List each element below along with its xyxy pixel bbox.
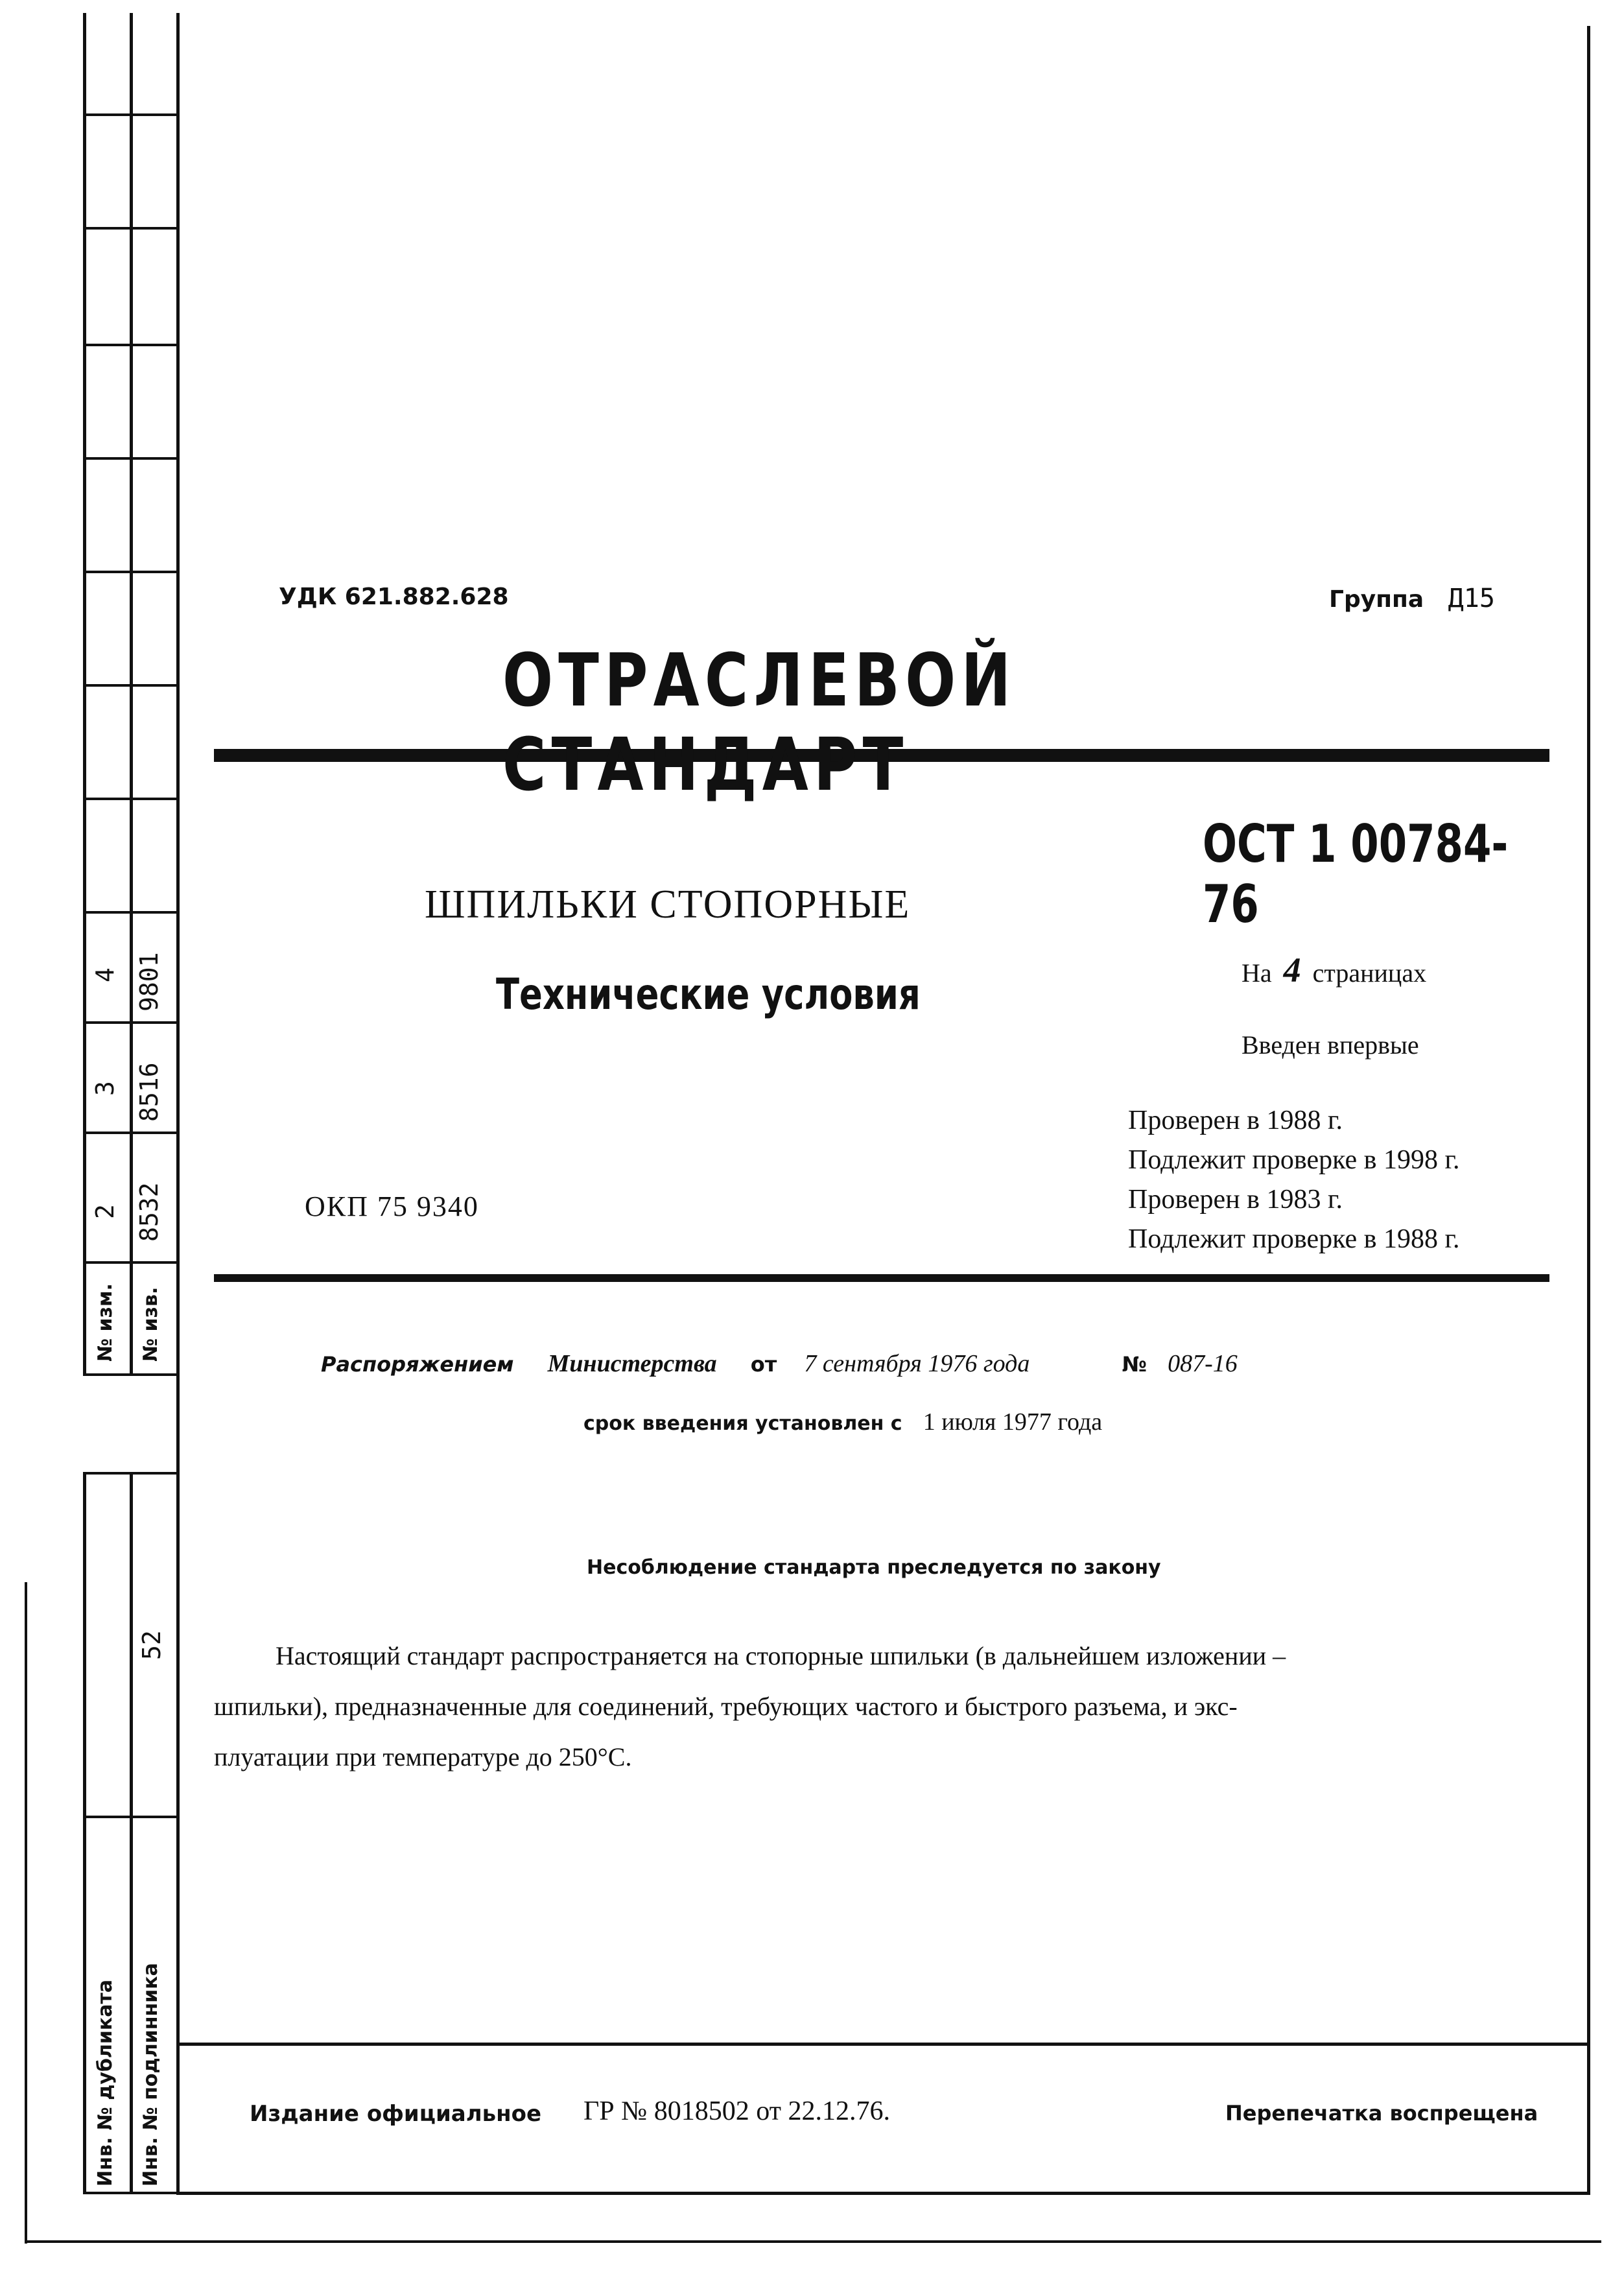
side-grid-h12 <box>83 1373 178 1376</box>
official-edition: Издание официальное <box>250 2101 542 2127</box>
footer-top-rule <box>176 2043 1590 2046</box>
side-lower-line-b <box>130 1472 133 2194</box>
original-inventory-value: 52 <box>137 1630 166 1660</box>
term-date: 1 июля 1977 года <box>923 1408 1103 1436</box>
registration-number: ГР № 8018502 от 22.12.76. <box>583 2096 891 2126</box>
change-number-4: 4 <box>91 967 119 982</box>
standard-name: ШПИЛЬКИ СТОПОРНЫЕ <box>425 883 911 927</box>
document-title: ОТРАСЛЕВОЙ СТАНДАРТ <box>502 639 1017 807</box>
reprint-notice: Перепечатка воспрещена <box>1225 2101 1538 2126</box>
side-grid-h11 <box>83 1261 178 1264</box>
notice-number-9801: 9801 <box>135 952 163 1012</box>
group-label: Группа <box>1329 586 1424 613</box>
original-inventory-label: Инв. № подлинника <box>139 1963 162 2186</box>
middle-rule <box>214 1274 1549 1282</box>
side-grid-h3 <box>83 344 178 346</box>
pages-prefix: На <box>1242 958 1272 988</box>
legal-warning: Несоблюдение стандарта преследуется по закону <box>587 1556 1161 1579</box>
pages-count: 4 <box>1283 951 1301 989</box>
change-number-2: 2 <box>91 1204 119 1219</box>
side-lower-line-a <box>83 1472 86 2194</box>
group-value: Д15 <box>1448 584 1495 613</box>
order-label: Распоряжением <box>321 1352 514 1377</box>
side-grid-h9 <box>83 1021 178 1024</box>
okp-code: ОКП 75 9340 <box>305 1191 479 1222</box>
frame-left-inner-line <box>176 13 180 2192</box>
change-number-label: № изм. <box>94 1283 117 1362</box>
check-line-1: Проверен в 1988 г. <box>1128 1106 1343 1135</box>
pages-info <box>1242 950 1426 990</box>
order-number: 087-16 <box>1168 1350 1238 1377</box>
group-code <box>1329 584 1495 613</box>
order-line <box>321 1349 1238 1378</box>
order-from: от <box>750 1352 777 1377</box>
introduced-note: Введен впервые <box>1242 1030 1419 1060</box>
udk-code: УДК 621.882.628 <box>279 584 509 610</box>
side-table-line-b <box>130 13 133 1375</box>
frame-right-line <box>1587 26 1590 2195</box>
duplicate-inventory-label: Инв. № дубликата <box>94 1979 117 2186</box>
side-grid-h8 <box>83 911 178 914</box>
scope-line-2: шпильки), предназначенные для соединений, требующих частого и быстрого разъема, и экс- <box>214 1692 1238 1721</box>
page-left-tick <box>25 1582 27 2244</box>
page-bottom-rule <box>26 2240 1601 2243</box>
pages-suffix: страницах <box>1312 958 1427 988</box>
side-grid-h5 <box>83 571 178 573</box>
standard-subtitle: Технические условия <box>496 969 921 1019</box>
side-grid-h1 <box>83 113 178 116</box>
side-grid-h10 <box>83 1132 178 1134</box>
change-number-3: 3 <box>91 1081 119 1096</box>
term-label: срок введения установлен с <box>583 1412 902 1435</box>
side-grid-h4 <box>83 457 178 460</box>
notice-number-label: № изв. <box>139 1286 162 1362</box>
side-grid-h2 <box>83 227 178 230</box>
frame-bottom-line <box>176 2192 1590 2195</box>
order-num-sign: № <box>1122 1352 1147 1377</box>
side-grid-h7 <box>83 798 178 800</box>
order-ministry: Министерства <box>547 1350 717 1377</box>
side-table-line-a <box>83 13 86 1375</box>
order-date: 7 сентября 1976 года <box>804 1350 1030 1377</box>
scope-line-3: плуатации при температуре до 250°С. <box>214 1742 632 1772</box>
check-history <box>1128 1101 1459 1259</box>
notice-number-8532: 8532 <box>135 1182 163 1242</box>
term-line <box>583 1407 1102 1436</box>
check-line-4: Подлежит проверке в 1988 г. <box>1128 1224 1460 1254</box>
side-grid-h6 <box>83 684 178 687</box>
check-line-2: Подлежит проверке в 1998 г. <box>1128 1145 1460 1175</box>
scope-line-1: Настоящий стандарт распространяется на стопорные шпильки (в дальнейшем изложении – <box>276 1641 1286 1670</box>
notice-number-8516: 8516 <box>135 1062 163 1122</box>
standard-number: ОСТ 1 00784-76 <box>1203 814 1509 934</box>
check-line-3: Проверен в 1983 г. <box>1128 1185 1343 1215</box>
scope-paragraph <box>214 1631 1562 1783</box>
